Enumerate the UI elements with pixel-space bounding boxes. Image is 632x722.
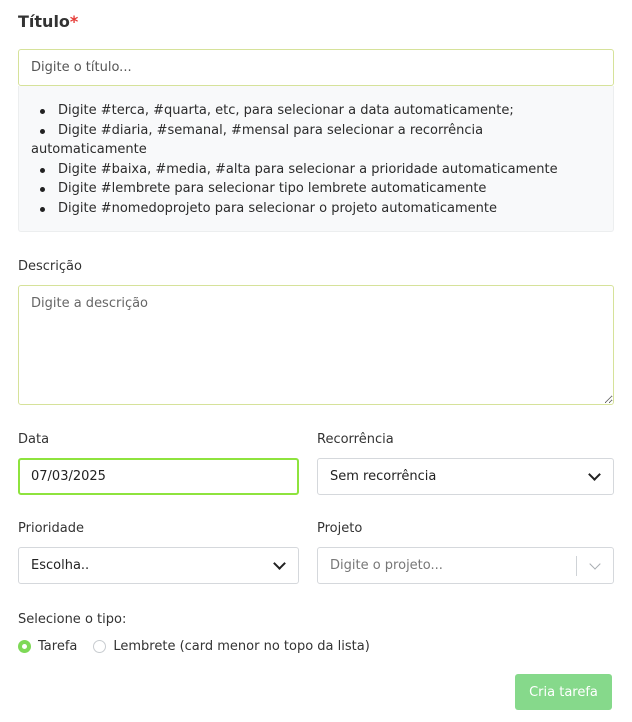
hints-list [31, 101, 601, 218]
radio-selected-icon[interactable] [18, 640, 31, 653]
project-placeholder: Digite o projeto... [330, 558, 443, 573]
description-label: Descrição [18, 259, 82, 274]
date-value: 07/03/2025 [31, 469, 106, 484]
priority-value: Escolha.. [31, 558, 90, 573]
hint-item: Digite #diaria, #semanal, #mensal para selecionar a recorrência automaticamente [31, 121, 601, 160]
title-input[interactable] [18, 49, 614, 86]
radio-unselected-icon[interactable] [93, 640, 106, 653]
date-label: Data [18, 432, 50, 447]
recurrence-label: Recorrência [317, 432, 394, 447]
radio-tarefa[interactable] [18, 639, 77, 654]
radio-lembrete[interactable] [93, 639, 369, 654]
chevron-down-icon [588, 468, 601, 481]
project-label: Projeto [317, 521, 363, 536]
type-radio-group [18, 639, 386, 654]
radio-tarefa-label: Tarefa [38, 639, 78, 654]
title-label [18, 12, 78, 31]
recurrence-select[interactable] [317, 458, 614, 495]
radio-lembrete-label: Lembrete (card menor no topo da lista) [113, 639, 370, 654]
hint-item: Digite #baixa, #media, #alta para selecionar a prioridade automaticamente [31, 160, 601, 180]
recurrence-value: Sem recorrência [330, 469, 437, 484]
project-select[interactable] [317, 547, 614, 584]
hint-item: Digite #nomedoprojeto para selecionar o projeto automaticamente [31, 199, 601, 219]
chevron-down-icon [273, 557, 286, 570]
priority-label: Prioridade [18, 521, 84, 536]
select-separator [576, 556, 577, 576]
date-input[interactable] [18, 458, 299, 495]
hint-item: Digite #terca, #quarta, etc, para selecionar a data automaticamente; [31, 101, 601, 121]
description-input[interactable] [18, 285, 614, 405]
chevron-down-icon[interactable] [589, 558, 600, 569]
hints-box [18, 86, 614, 232]
title-label-text: Título [18, 12, 70, 31]
create-task-button[interactable]: Cria tarefa [515, 674, 612, 710]
priority-select[interactable] [18, 547, 299, 584]
hint-item: Digite #lembrete para selecionar tipo lembrete automaticamente [31, 179, 601, 199]
type-label: Selecione o tipo: [18, 612, 127, 627]
required-mark: * [69, 12, 79, 31]
